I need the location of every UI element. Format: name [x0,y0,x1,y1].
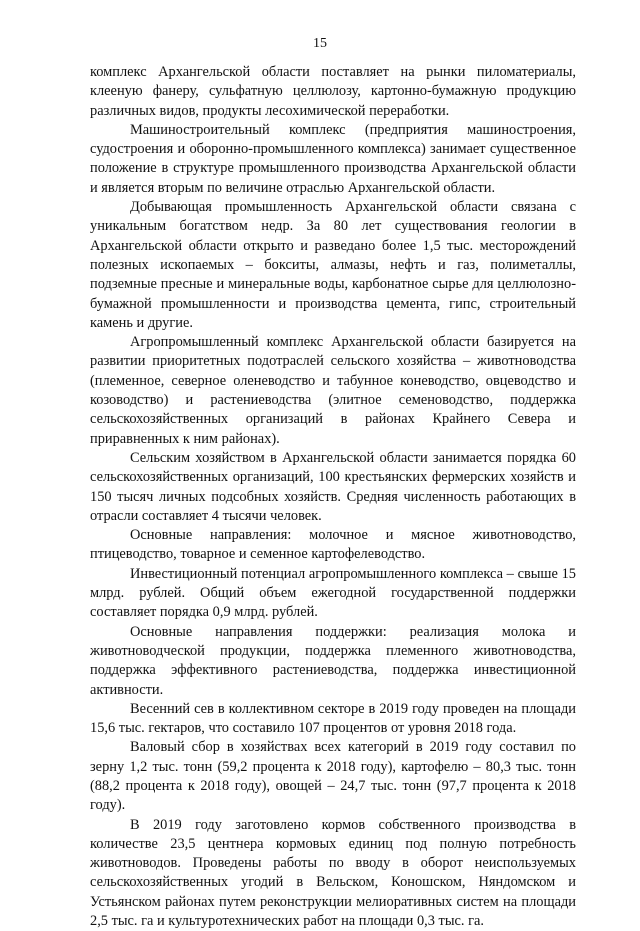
paragraph: Машиностроительный комплекс (предприятия машиностроения, судостроения и оборонно-промышленного комплекса) занимает существенное положение в структуре промышленного производства Архангельской области и является вторым по величине отраслью Архангельской области. [90,121,576,196]
paragraph: Весенний сев в коллективном секторе в 2019 году проведен на площади 15,6 тыс. гектаров, что составило 107 процентов от уровня 2018 года. [90,700,576,737]
paragraph: Основные направления поддержки: реализация молока и животноводческой продукции, поддержка племенного животноводства, поддержка эффективного растениеводства, поддержка инвестиционной активности. [90,623,576,698]
paragraph: комплекс Архангельской области поставляет на рынки пиломатериалы, клееную фанеру, сульфатную целлюлозу, картонно-бумажную продукцию различных видов, продукты лесохимической переработки. [90,64,576,119]
paragraph: Основные направления: молочное и мясное животноводство, птицеводство, товарное и семенное картофелеводство. [90,527,576,563]
document-body [90,63,576,931]
paragraph: Добывающая промышленность Архангельской области связана с уникальным богатством недр. За 80 лет существования геологии в Архангельской области открыто и разведано более 1,5 тыс. месторождений полезных ископаемых – бокситы, алмазы, нефть и газ, полиметаллы, подземные пресные и минеральные воды, карбонатное сырье для целлюлозно-бумажной промышленности и производства цемента, гипс, строительный камень и другие. [90,199,576,331]
paragraph: Сельским хозяйством в Архангельской области занимается порядка 60 сельскохозяйственных организаций, 100 крестьянских фермерских хозяйств и 150 тысяч личных подсобных хозяйств. Средняя численность работающих в отрасли составляет 4 тысячи человек. [90,449,576,524]
page-number: 15 [313,36,327,51]
paragraph: Валовый сбор в хозяйствах всех категорий в 2019 году составил по зерну 1,2 тыс. тонн (59,2 процента к 2018 году), картофелю – 80,3 тыс. тонн (88,2 процента к 2018 году), овощей – 24,7 тыс. тонн (97,7 процента к 2018 году). [90,739,576,814]
paragraph: Агропромышленный комплекс Архангельской области базируется на развитии приоритетных подотраслей сельского хозяйства – животноводства (племенное, северное оленеводство и табунное коневодство, овцеводство и козоводство) и растениеводства (элитное семеноводство, поддержка сельскохозяйственных организаций в районах Крайнего Севера и приравненных к ним районах). [90,334,576,447]
paragraph: Инвестиционный потенциал агропромышленного комплекса – свыше 15 млрд. рублей. Общий объем ежегодной государственной поддержки составляет порядка 0,9 млрд. рублей. [90,565,576,621]
paragraph: В 2019 году заготовлено кормов собственного производства в количестве 23,5 центнера кормовых единиц под полную потребность животноводов. Проведены работы по вводу в оборот неиспользуемых сельскохозяйственных угодий в Вельском, Коношском, Няндомском и Устьянском районах путем реконструкции мелиоративных систем на площади 2,5 тыс. га и культуротехнических работ на площади 0,3 тыс. га. [90,816,576,930]
